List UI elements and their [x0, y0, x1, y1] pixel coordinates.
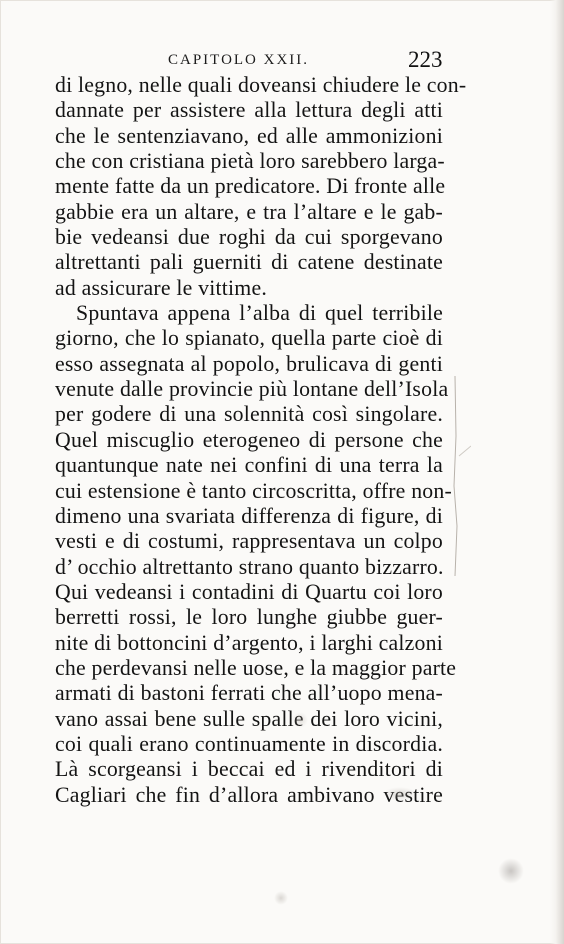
text-line: bie vedeansi due roghi da cui sporgevano — [55, 225, 443, 250]
text-line: che le sentenziavano, ed alle ammonizioni — [55, 123, 443, 148]
text-line: Quel miscuglio eterogeneo di persone che — [55, 427, 443, 452]
text-line: che perdevansi nelle uose, e la maggior parte — [55, 655, 457, 680]
paper-stain — [292, 712, 308, 728]
margin-pencil-mark — [451, 376, 471, 576]
text-line: per godere di una solennità così singolare. — [55, 402, 443, 427]
text-line: armati di bastoni ferrati che all’uopo mena- — [55, 681, 443, 706]
text-line: venute dalle provincie più lontane dell’Isola — [55, 377, 449, 402]
text-line: esso assegnata al popolo, brulicava di genti — [55, 351, 443, 376]
running-head: CAPITOLO XXII. — [168, 52, 310, 68]
text-line: nite di bottoncini d’argento, i larghi calzoni — [55, 630, 443, 655]
text-line: berretti rossi, le loro lunghe giubbe guer- — [55, 605, 443, 630]
text-line: Spuntava appena l’alba di quel terribile — [76, 301, 443, 326]
text-line: vano assai bene sulle spalle dei loro vicini, — [55, 706, 443, 731]
page-number: 223 — [408, 47, 443, 72]
paper-stain — [498, 858, 524, 884]
text-line: mente fatte da un predicatore. Di fronte alle — [55, 174, 446, 199]
text-line: altrettanti pali guerniti di catene destinate — [55, 250, 443, 275]
paper-stain — [274, 891, 288, 905]
text-line: cui estensione è tanto circoscritta, offre non- — [55, 478, 452, 503]
text-line: giorno, che lo spianato, quella parte cioè di — [55, 326, 443, 351]
page-header — [0, 46, 564, 76]
text-line: coi quali erano continuamente in discordia. — [55, 731, 443, 756]
text-line: Cagliari che fin d’allora ambivano vestire — [55, 782, 443, 807]
text-line: d’ occhio altrettanto strano quanto bizzarro. — [55, 554, 444, 579]
page-edge-shadow — [550, 0, 564, 944]
text-line: di legno, nelle quali doveansi chiudere le con- — [55, 73, 467, 97]
paper-stain — [383, 787, 417, 801]
text-line: quantunque nate nei confini di una terra la — [55, 453, 443, 478]
text-line: Qui vedeansi i contadini di Quartu coi loro — [55, 579, 443, 604]
text-line: dimeno una svariata differenza di figure, di — [55, 503, 443, 528]
text-line: che con cristiana pietà loro sarebbero larga- — [55, 149, 445, 174]
text-line: Là scorgeansi i beccai ed i rivenditori di — [55, 757, 443, 782]
text-line: gabbie era un altare, e tra l’altare e le gab- — [55, 199, 443, 224]
text-line: ad assicurare le vittime. — [55, 275, 267, 300]
text-line: dannate per assistere alla lettura degli atti — [55, 98, 443, 123]
body-text — [55, 73, 467, 808]
text-line: vesti e di costumi, rappresentava un colpo — [55, 529, 443, 554]
